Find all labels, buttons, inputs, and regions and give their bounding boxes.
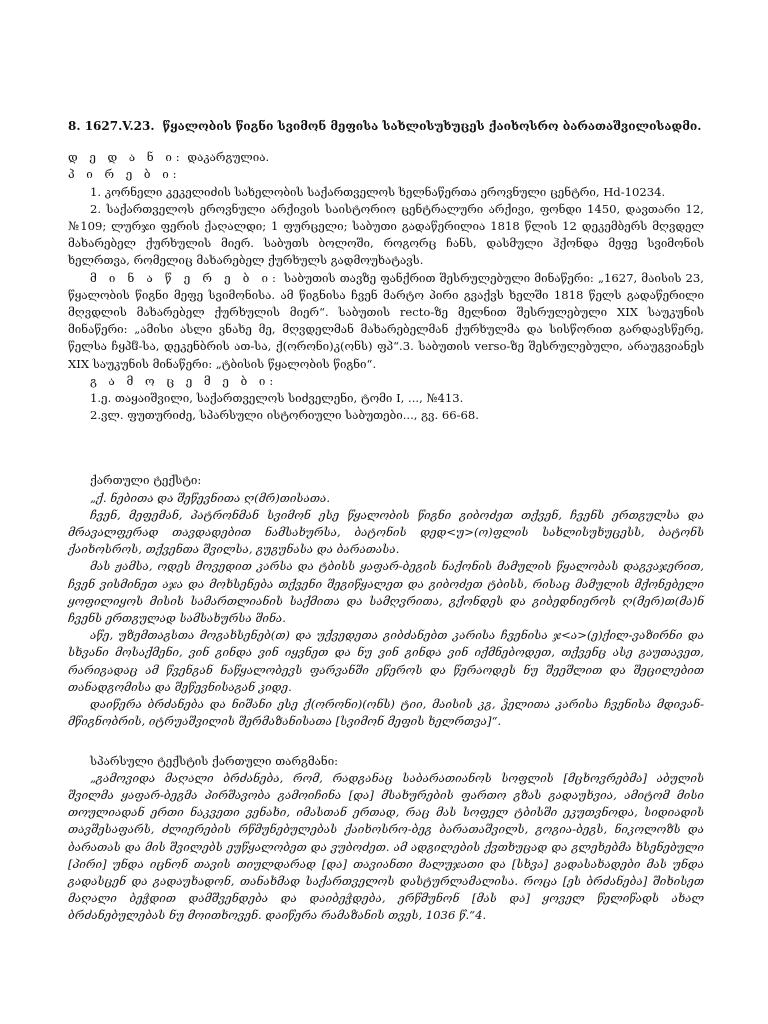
section-spacer: [68, 424, 704, 472]
translation-paragraph-1: „გამოვიდა მაღალი ბრძანება, რომ, რადგანაც საბარათიანოს სოფლის [მცხოვრებმა] აბულის შვილმა ყაფარ-ბეგმა პირშავობა გამოიჩინა [და] მსახურების ფართო გზას გადაუხვია, ამიტომ მისი თოულიადან ერთი ნაკვეთი ვენახი, იმასთან ერთად, რაც მას სოფელ ტბისში ეკუთვნოდა, სიდიადის თავშესაფარს, ძლიერების რწმუნებულებას ქაიხოსრო-ბეგ ბარათაშვილს, გოგია-ბეგს, ნიკოლოზს და ბარათას და მის შვილებს ეუწყალობეთ და ვუბოძეთ. ამ ადგილების ქვთხუცად და გლეხებმა ხსენებული [პირი] უნდა იცნონ თავის თიულდარად [და] თავიანთი მალუჯათი და [სხვა] გადასახადები მას უნდა გადასცენ და გადაუხადონ, თანახმად საქართველოს დასტურლამალისა. როცა [ეს ბრძანება] შიხისეთ მაღალი ბეჭდით დამშვენდება და დაიბეჭდება, ერწმუნონ [მას და] ყოველ წელიწადს ახალ ბრძანებულებას ნუ მოითხოვენ. დაიწერა რამაზანის თვეს, 1036 წ.“4.: [68, 770, 704, 923]
section-spacer-2: [68, 731, 704, 753]
publication-item-2: 2.ვლ. ფუთურიძე, სპარსული ისტორიული საბუთები..., გვ. 66-68.: [90, 408, 479, 423]
notes-text: საბუთის თავზე ფანქრით შესრულებული მინაწერი: „1627, მაისის 23, წყალობის წიგნი მეფე სვიმონისა. ამ წიგნისა ჩვენ მარტო პირი გვაქვს ხელში 1818 წელს გადაწერილი მღვდლის მახარებელ ქურხულის მიერ“. საბუთის recto-ზე მელნით შესრულებული XIX საუკუნის მინაწერი: „ამისი ასლი ვნახე მე, მღვდელმან მახარებელმან ქურხულმა და სისწორით გარდავსწერე, წელსა ჩყპჱ-სა, დეკენბრის ათ-სა, ქ(ორონი)კ(ონს) ფპ“.3. საბუთის verso-ზე შესრულებული, არაუგვიანეს XIX საუკუნის მინაწერი: „ტბისის წყალობის წიგნი“.: [68, 270, 704, 371]
document-title-text: წყალობის წიგნი სვიმონ მეფისა სახლისუხუცეს ქაიხოსრო ბარათაშვილისადმი.: [162, 119, 702, 133]
document-number: 8. 1627.V.23.: [68, 119, 155, 133]
publications-label: [68, 373, 704, 390]
translation-heading: სპარსული ტექსტის ქართული თარგმანი:: [90, 753, 339, 768]
georgian-paragraph-5: დაიწერა ბრძანება და ნიშანი ესე ქ(ორონი)(ონს) ტიი, მაისის კგ, ჴელითა კარისა ჩვენისა მდივან-მწიგნობრის, იტრუაშვილის შერმაზანისათა [სვიმონ მეფის ხელრთვა]“.: [68, 697, 704, 729]
copies-label-text: პ ი რ ე ბ ი:: [68, 167, 181, 182]
georgian-paragraph-1: „ქ. ნებითა და შეწევნითა ღ(მრ)თისათა.: [90, 490, 331, 505]
document-title: [68, 118, 704, 135]
original-text: დაკარგულია.: [187, 150, 270, 165]
notes-section: [68, 270, 704, 373]
georgian-paragraph-4: აწე, უზემთაგსთა მოგახსენებ(თ) და უქვედეთა გიბძანებთ კარისა ჩვენისა ჯ<ა>(ე)ქილ-ვაზირნი და სხვანი მოსაქმენი, ვინ გინდა ვინ იყვნეთ და ნუ ვინ გინდა ვინ იქმნებოდეთ, თქვენც ასე გაუთავეთ, რარიგადაც ამ წვენგან ნაწყალობევს ფარვანში ეწეროს და წერაოდეს ნუ შეეშლით და შეცილებით თანადგომისა და შეწევნისაგან კიდე.: [68, 628, 704, 694]
georgian-paragraph-3: მას ჟამსა, ოდეს მოვედით კარსა და ტბისს ყაფარ-ბეგის ნაქონის მამულის წყალობას დაგვაჯერით, ჩვენ ვისმინეთ აჯა და მოხსენება თქვენი შეგიწყალეთ და გიბოძეთ ტბისს, რისაც მამულის მქონებელი ყოფილიყოს მისის სამართლიანის საქმითა და სამღვრითა, გქონდეს და გიბედნიეროს ღ(მერ)თ(მა)ნ ჩვენს ერთგულად სამსახურსა შინა.: [68, 559, 704, 626]
publication-item-1: 1.ე. თაყაიშვილი, საქართველოს სიძველენი, ტომი I, ..., №413.: [90, 391, 464, 406]
copy-item-1: 1. კორნელი კეკელიძის სახელობის საქართველოს ხელნაწერთა ეროვნული ცენტრი, Hd-10234.: [90, 184, 666, 199]
notes-label: მ ი ნ ა წ ე რ ე ბ ი:: [90, 270, 280, 285]
document-page: [68, 118, 704, 925]
copies-label: [68, 166, 704, 183]
original-section: [68, 149, 704, 166]
copy-item-2: 2. საქართველოს ეროვნული არქივის საისტორიო ცენტრალური არქივი, ფონდი 1450, დავთარი 12, №109; ლურჯი ფერის ქაღალდი; 1 ფურცელი; საბუთი გადაწერილია 1818 წლის 12 დეკემბერს მღვდელ მახარებელ ქურხულის მიერ. საბუთს ბოლოში, როგორც ჩანს, დასმული ჰქონდა მეფე სვიმონის ხელრთვა, რომელიც მახარებელ ქურხულს გადმოუხატავს.: [68, 201, 704, 268]
georgian-paragraph-2: ჩვენ, მეფემან, პატრონმან სვიმონ ესე წყალობის წიგნი გიბოძეთ თქვენ, ჩვენს ერთგულსა და მრავალფერად თავდადებით ნამსახურსა, ბატონის დედ<უ>(ო)ფლის სახლისუხუცესს, ბატონს ქაიხოსროს, თქვენთა შვილსა, გუგუნასა და ბარათასა.: [68, 507, 704, 557]
original-label: დ ე დ ა ნ ი:: [68, 150, 184, 165]
publications-label-text: გ ა მ ო ც ე მ ე ბ ი:: [90, 373, 278, 388]
georgian-text-heading: ქართული ტექსტი:: [90, 473, 202, 488]
